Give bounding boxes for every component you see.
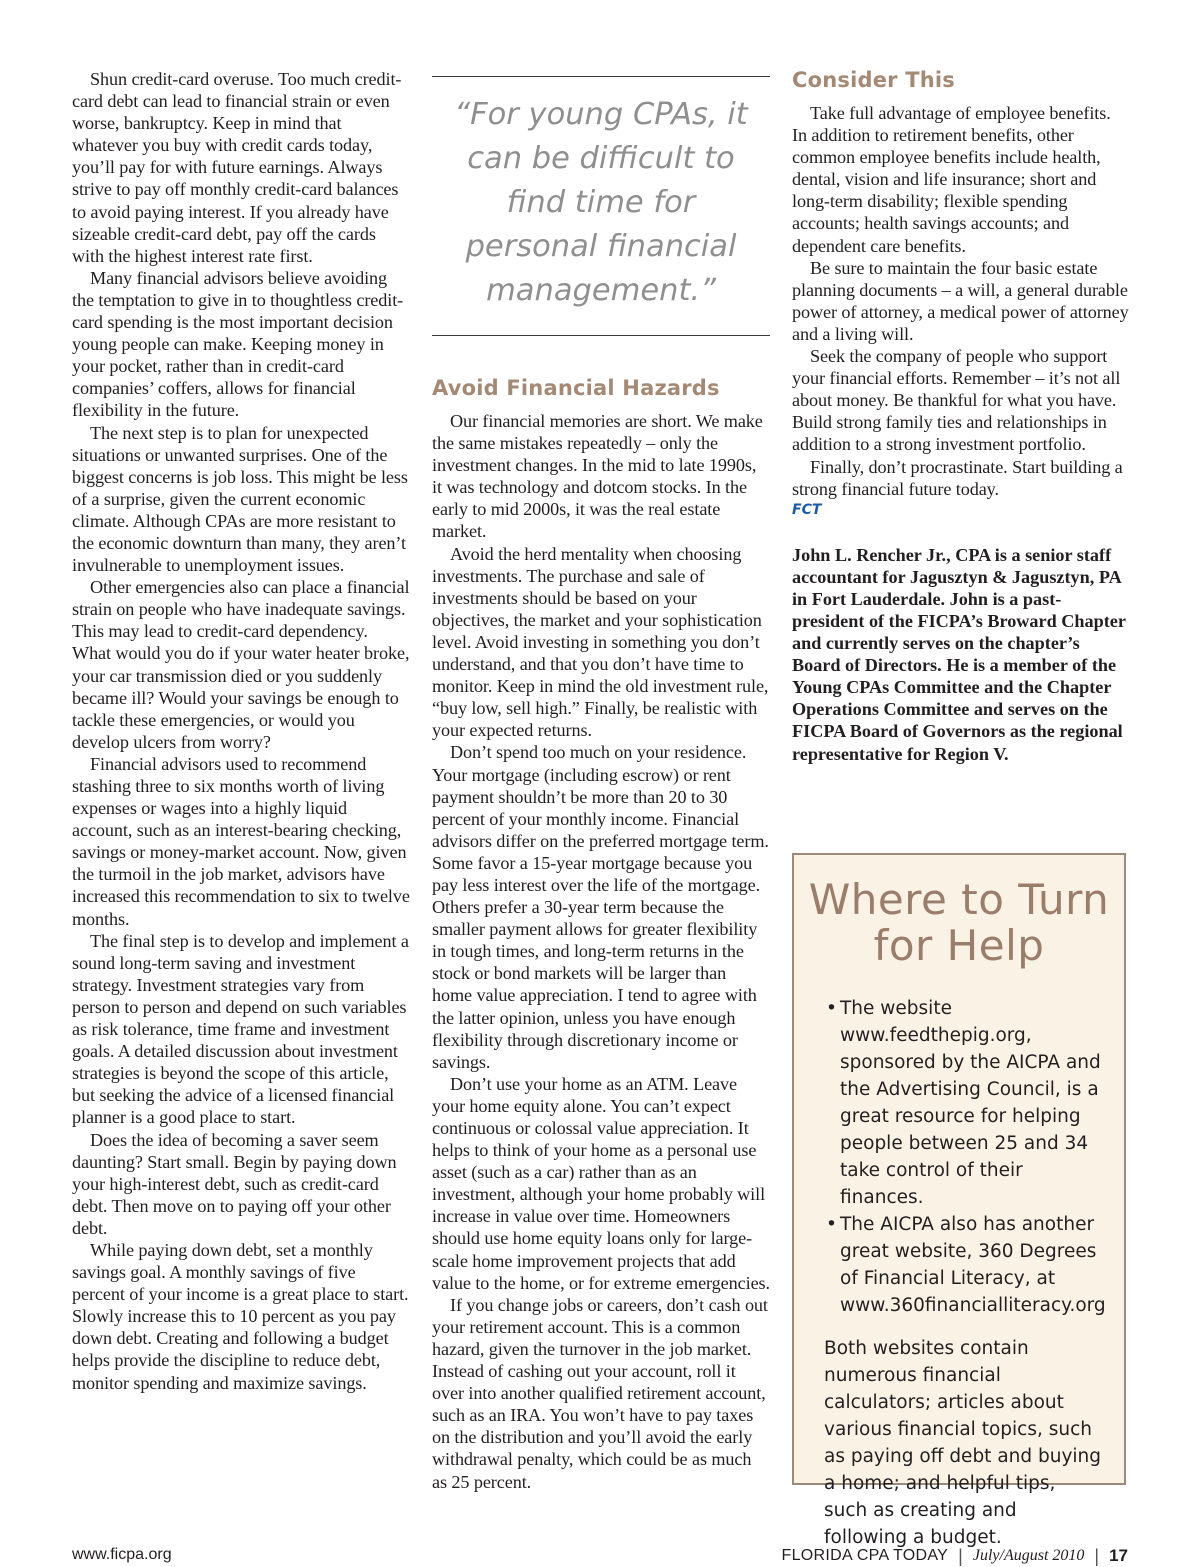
help-sidebar-box bbox=[792, 853, 1126, 1548]
body-paragraph: The final step is to develop and implement a sound long-term saving and investment strategy. Investment strategies vary from person to person and depend on such variables as risk tolerance, time frame and investment goals. A detailed discussion about investment strategies is beyond the scope of this article, but seeking the advice of a licensed financial planner is a good place to start. bbox=[72, 930, 409, 1128]
body-paragraph: Don’t spend too much on your residence. Your mortgage (including escrow) or rent payment shouldn’t be more than 20 to 30 percent of your monthly income. Financial advisors differ on the preferred mortgage term. Some favor a 15-year mortgage because you pay less interest over the life of the mortgage. Others prefer a 30-year term because the smaller payment allows for greater flexibility in tough times, and long-term returns in the stock or bond markets will be larger than home value appreciation. I tend to agree with the latter opinion, unless you have enough flexibility through discretionary income or savings. bbox=[432, 742, 769, 1072]
body-paragraph: Avoid the herd mentality when choosing investments. The purchase and sale of investments should be based on your objectives, the market and your sophistication level. Avoid investing in something you don’t understand, and that you don’t have time to monitor. Keep in mind the old investment rule, “buy low, sell high.” Finally, be realistic with your expected returns. bbox=[432, 543, 769, 741]
body-paragraph: Financial advisors used to recommend stashing three to six months worth of living expenses or wages into a highly liquid account, such as an interest-bearing checking, savings or money-market account. Now, given the turmoil in the job market, advisors have increased this recommendation to six to twelve months. bbox=[72, 753, 410, 929]
body-paragraph: Finally, don’t procrastinate. Start building a strong financial future today. bbox=[792, 456, 1123, 499]
help-resource-list bbox=[794, 995, 1124, 1319]
help-box-footer-text: Both websites contain numerous financial calculators; articles about various financial topics, such as paying off debt and buying a home; and helpful tips, such as creating and following a budget. bbox=[824, 1338, 1102, 1548]
help-box-title: Where to Turn for Help bbox=[808, 875, 1110, 970]
body-paragraph: The next step is to plan for unexpected situations or unwanted surprises. One of the biggest concerns is job loss. This might be less of a surprise, given the current economic climate. Although CPAs are more resistant to the economic downturn than many, they aren’t invulnerable to unemployment issues. bbox=[72, 422, 408, 576]
list-item bbox=[826, 995, 1108, 1211]
footer-publication-info bbox=[782, 1546, 1128, 1566]
section-heading-avoid-financial-hazards: Avoid Financial Hazards bbox=[432, 376, 720, 400]
issue-date: July/August 2010 bbox=[972, 1547, 1085, 1564]
footer-separator: | bbox=[1094, 1545, 1100, 1566]
footer-website-link[interactable]: www.ficpa.org bbox=[72, 1546, 172, 1563]
list-item-text: The website www.feedthepig.org, sponsored by the AICPA and the Advertising Council, is a great resource for helping people between 25 and 34 take control of their finances. bbox=[840, 998, 1101, 1208]
article-column-1 bbox=[72, 68, 410, 1394]
list-item-text: The AICPA also has another great website, 360 Degrees of Financial Literacy, at www.360financialliteracy.org bbox=[840, 1214, 1106, 1316]
body-paragraph: While paying down debt, set a monthly savings goal. A monthly savings of five percent of your income is a great place to start. Slowly increase this to 10 percent as you pay down debt. Creating and following a budget helps provide the discipline to reduce debt, monitor spending and maximize savings. bbox=[72, 1239, 409, 1393]
author-bio: John L. Rencher Jr., CPA is a senior staff accountant for Jagusztyn & Jagusztyn, PA in Fort Lauderdale. John is a past-president of the FICPA’s Broward Chapter and currently serves on the chapter’s Board of Directors. He is a member of the Young CPAs Committee and the Chapter Operations Committee and serves on the FICPA Board of Governors as the regional representative for Region V. bbox=[792, 544, 1126, 764]
body-paragraph: Does the idea of becoming a saver seem daunting? Start small. Begin by paying down your high-interest debt, such as credit-card debt. Then move on to paying off your other debt. bbox=[72, 1129, 397, 1238]
body-paragraph: Be sure to maintain the four basic estate planning documents – a will, a general durable power of attorney, a medical power of attorney and a living will. bbox=[792, 257, 1129, 344]
list-item bbox=[826, 1211, 1108, 1319]
pull-quote: “For young CPAs, it can be difficult to find time for personal financial management.” bbox=[432, 76, 770, 336]
body-paragraph: Our financial memories are short. We make the same mistakes repeatedly – only the investment changes. In the mid to late 1990s, it was technology and dotcom stocks. In the early to mid 2000s, it was the real estate market. bbox=[432, 411, 763, 542]
page-number: 17 bbox=[1109, 1546, 1128, 1565]
article-column-2 bbox=[432, 68, 770, 1493]
body-paragraph: Don’t use your home as an ATM. Leave your home equity alone. You can’t expect continuous or colossal value appreciation. It helps to think of your home as a personal use asset (such as a car) rather than as an investment, although your home probably will increase in value over time. Homeowners should use home equity loans only for large-scale home improvement projects that add value to the home, or for extreme emergencies. bbox=[432, 1073, 770, 1293]
body-paragraph: Shun credit-card overuse. Too much credit-card debt can lead to financial strain or even worse, bankruptcy. Keep in mind that whatever you buy with credit cards today, you’ll pay for with future earnings. Always strive to pay off monthly credit-card balances to avoid paying interest. If you already have sizeable credit-card debt, pay off the cards with the highest interest rate first. bbox=[72, 69, 402, 266]
article-column-3 bbox=[792, 68, 1130, 765]
bullet-icon: • bbox=[826, 1214, 837, 1235]
body-paragraph: If you change jobs or careers, don’t cash out your retirement account. This is a common hazard, given the turnover in the job market. Instead of cashing out your account, roll it over into another qualified retirement account, such as an IRA. You won’t have to pay taxes on the distribution and you’ll avoid the early withdrawal penalty, which could be as much as 25 percent. bbox=[432, 1294, 768, 1492]
body-paragraph: Many financial advisors believe avoiding the temptation to give in to thoughtless credit-card spending is the most important decision young people can make. Keeping money in your pocket, rather than in credit-card companies’ coffers, allows for financial flexibility in the future. bbox=[72, 267, 404, 421]
body-paragraph: Other emergencies also can place a financial strain on people who have inadequate savings. This may lead to credit-card dependency. What would you do if your water heater broke, your car transmission died or you suddenly became ill? Would your savings be enough to tackle these emergencies, or would you develop ulcers from worry? bbox=[72, 577, 410, 752]
section-heading-consider-this: Consider This bbox=[792, 68, 956, 92]
body-paragraph: Take full advantage of employee benefits. In addition to retirement benefits, other common employee benefits include health, dental, vision and life insurance; short and long-term disability; flexible spending accounts; health savings accounts; and dependent care benefits. bbox=[792, 103, 1111, 256]
magazine-name: FLORIDA CPA TODAY bbox=[781, 1547, 949, 1564]
end-of-article-mark: FCT bbox=[792, 501, 822, 518]
body-paragraph: Seek the company of people who support your financial efforts. Remember – it’s not all about money. Be thankful for what you have. Build strong family ties and relationships in addition to a strong investment portfolio. bbox=[792, 346, 1121, 455]
footer-separator: | bbox=[958, 1545, 963, 1566]
bullet-icon: • bbox=[826, 998, 837, 1019]
